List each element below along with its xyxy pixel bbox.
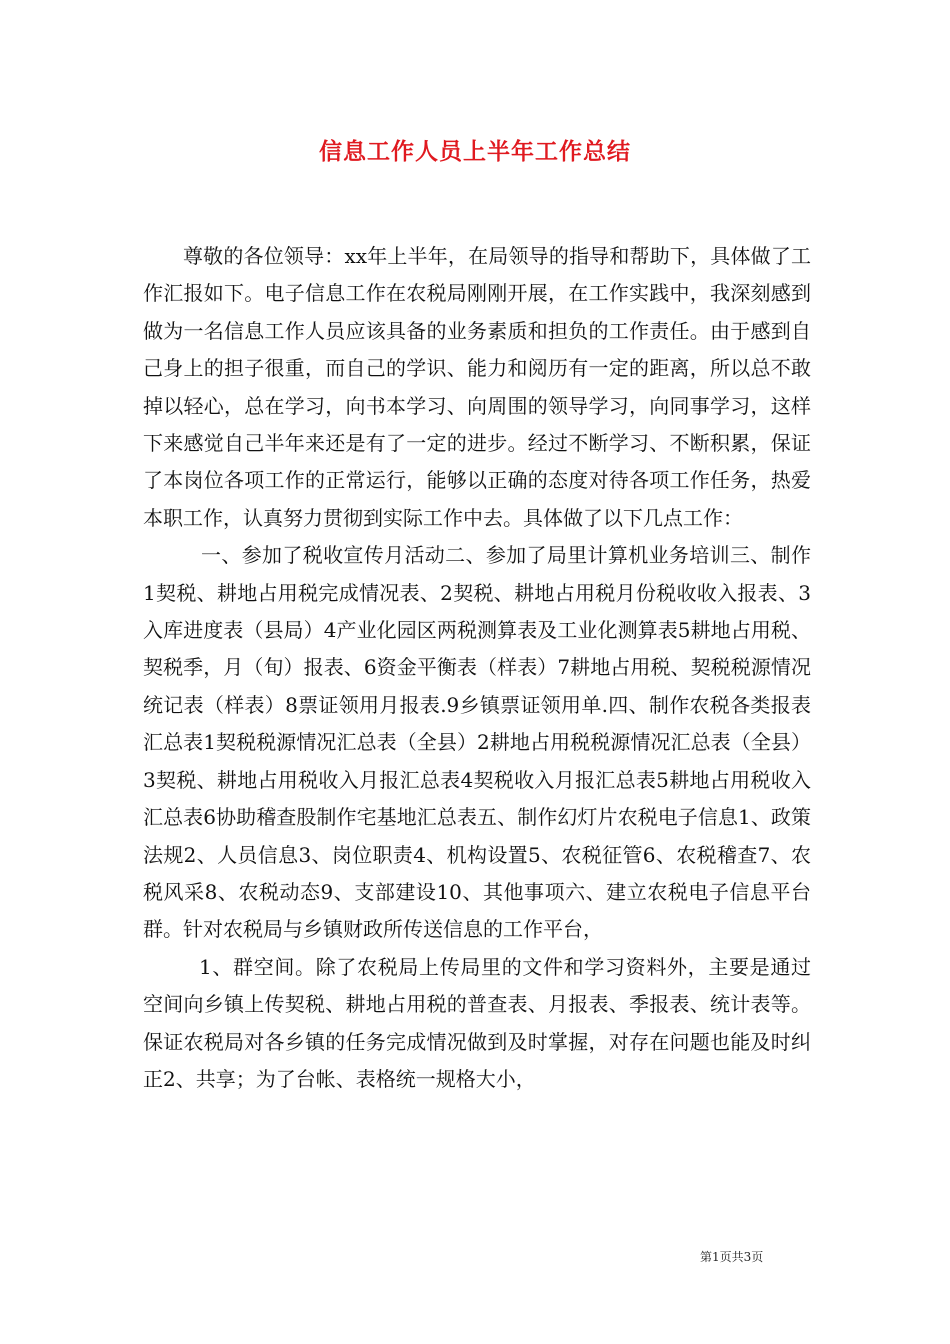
page-indicator: 第1页共3页 [700,1250,764,1264]
paragraph-group-space: 1、群空间。除了农税局上传局里的文件和学习资料外，主要是通过空间向乡镇上传契税、耕地占用税的普查表、月报表、季报表、统计表等。保证农税局对各乡镇的任务完成情况做到及时掌握，对存在问题也能及时纠正2、共享；为了台帐、表格统一规格大小， [143,954,811,1091]
paragraph-work-items: 一、参加了税收宣传月活动二、参加了局里计算机业务培训三、制作1契税、耕地占用税完成情况表、2契税、耕地占用税月份税收收入报表、3入库进度表（县局）4产业化园区两税测算表及工业化测算表5耕地占用税、契税季，月（旬）报表、6资金平衡表（样表）7耕地占用税、契税税源情况统记表（样表）8票证领用月报表.9乡镇票证领用单.四、制作农税各类报表汇总表1契税税源情况汇总表（全县）2耕地占用税税源情况汇总表（全县）3契税、耕地占用税收入月报汇总表4契税收入月报汇总表5耕地占用税收入汇总表6协助稽查股制作宅基地汇总表五、制作幻灯片农税电子信息1、政策法规2、人员信息3、岗位职责4、机构设置5、农税征管6、农税稽查7、农税风采8、农税动态9、支部建设10、其他事项六、建立农税电子信息平台群。针对农税局与乡镇财政所传送信息的工作平台， [143,543,811,942]
document-title: 信息工作人员上半年工作总结 [319,138,631,165]
document-body [143,238,811,1098]
paragraph-intro: 尊敬的各位领导：xx年上半年，在局领导的指导和帮助下，具体做了工作汇报如下。电子信息工作在农税局刚刚开展，在工作实践中，我深刻感到做为一名信息工作人员应该具备的业务素质和担负的工作责任。由于感到自己身上的担子很重，而自己的学识、能力和阅历有一定的距离，所以总不敢掉以轻心，总在学习，向书本学习、向周围的领导学习，向同事学习，这样下来感觉自己半年来还是有了一定的进步。经过不断学习、不断积累，保证了本岗位各项工作的正常运行，能够以正确的态度对待各项工作任务，热爱本职工作，认真努力贯彻到实际工作中去。具体做了以下几点工作： [143,244,811,530]
